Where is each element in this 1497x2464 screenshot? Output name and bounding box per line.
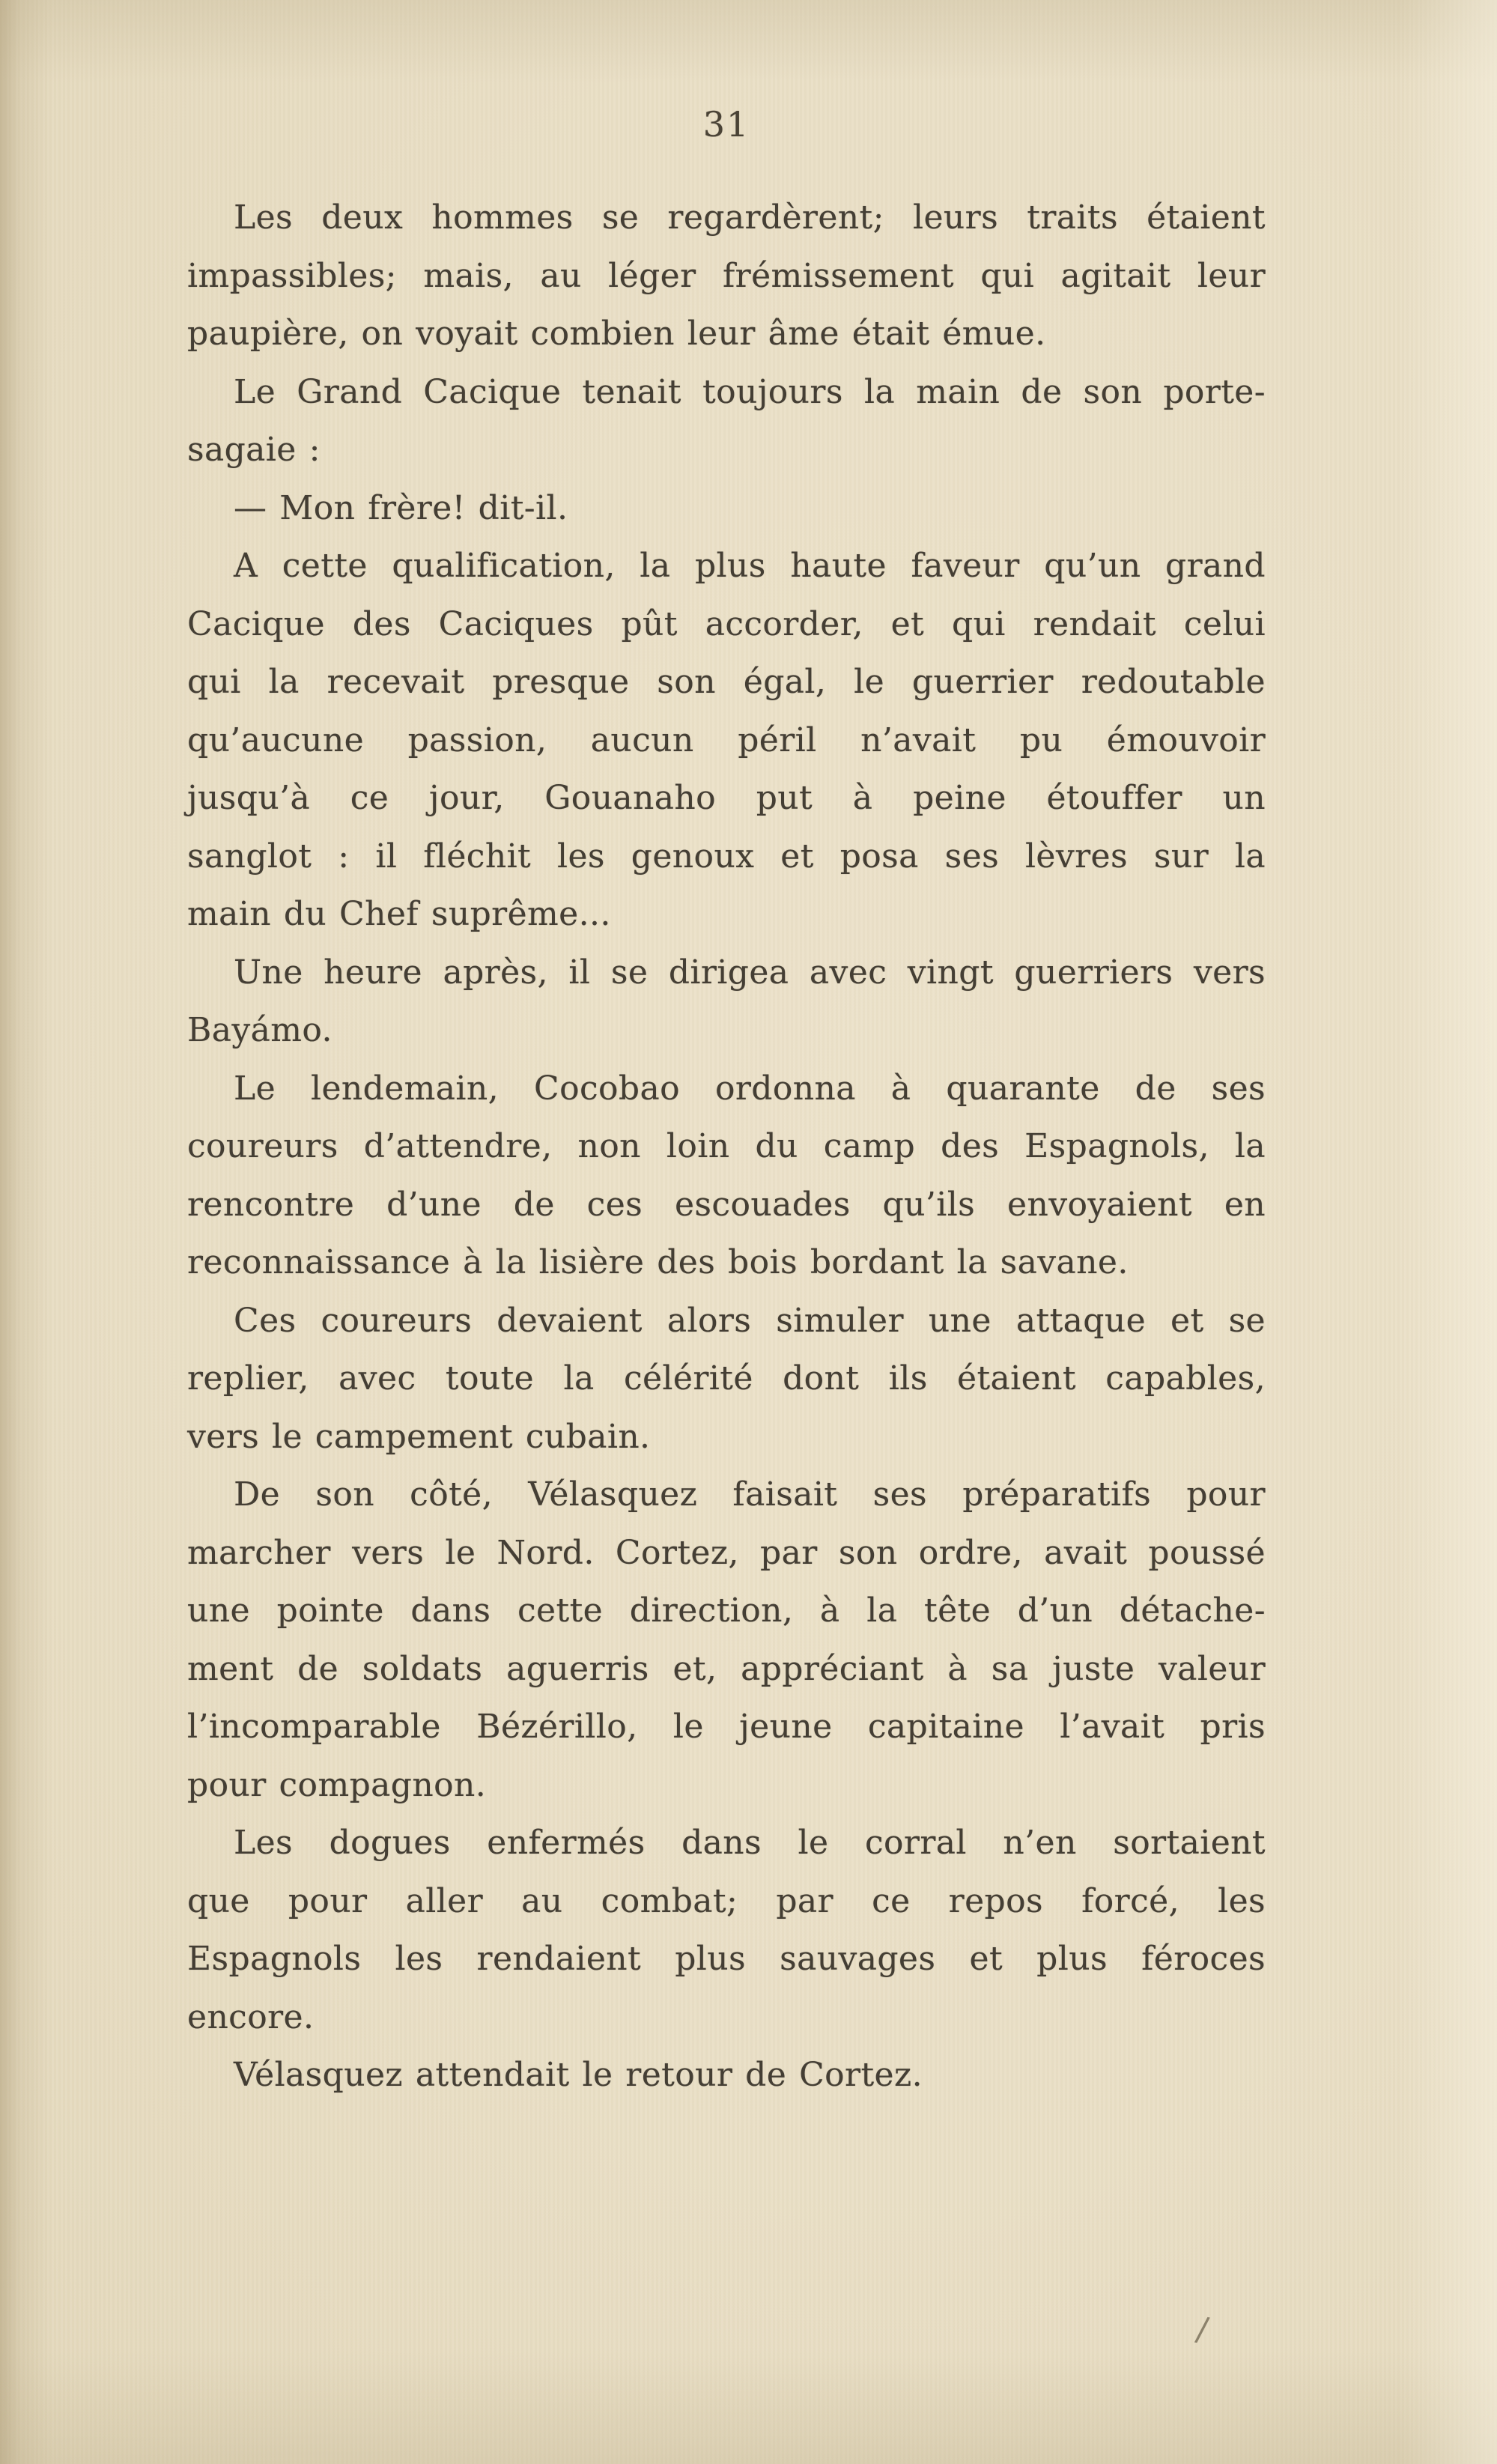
stray-ink-mark: / (1193, 2310, 1212, 2349)
text-line: replier, avec toute la célérité dont ils étaient capables, (187, 1359, 1266, 1398)
text-block (187, 189, 1266, 2105)
text-line: jusqu’à ce jour, Gouanaho put à peine étouffer un (187, 779, 1266, 817)
text-line: Les deux hommes se regardèrent; leurs traits étaient (234, 198, 1266, 237)
text-line: Le Grand Cacique tenait toujours la main de son porte- (234, 372, 1266, 411)
text-line: rencontre d’une de ces escouades qu’ils envoyaient en (187, 1185, 1266, 1224)
text-line: sagaie : (187, 431, 321, 469)
text-line: marcher vers le Nord. Cortez, par son ordre, avait poussé (187, 1533, 1266, 1572)
text-line: ment de soldats aguerris et, appréciant à sa juste valeur (187, 1649, 1266, 1688)
text-line: que pour aller au combat; par ce repos forcé, les (187, 1881, 1266, 1920)
text-line: Les dogues enfermés dans le corral n’en sortaient (234, 1824, 1266, 1862)
text-line: pour compagnon. (187, 1765, 487, 1804)
paragraph (187, 189, 1266, 363)
text-line: une pointe dans cette direction, à la tête d’un détache- (187, 1591, 1266, 1630)
text-line: vers le campement cubain. (187, 1417, 651, 1456)
text-line: Vélasquez attendait le retour de Cortez. (234, 2056, 923, 2094)
paragraph (187, 363, 1266, 479)
paragraph (187, 1060, 1266, 1292)
text-line: l’incomparable Bézérillo, le jeune capitaine l’avait pris (187, 1708, 1266, 1746)
text-line: Cacique des Caciques pût accorder, et qui rendait celui (187, 604, 1266, 643)
text-line: coureurs d’attendre, non loin du camp des Espagnols, la (187, 1127, 1266, 1165)
text-line: sanglot : il fléchit les genoux et posa ses lèvres sur la (187, 837, 1266, 876)
text-line: qu’aucune passion, aucun péril n’avait pu émouvoir (187, 720, 1266, 759)
text-line: A cette qualification, la plus haute faveur qu’un grand (234, 547, 1266, 585)
text-line: — Mon frère! dit-il. (234, 488, 568, 527)
paragraph (187, 479, 1266, 538)
paragraph (187, 537, 1266, 944)
paragraph (187, 2046, 1266, 2105)
text-line: Bayámo. (187, 1011, 333, 1049)
text-line: reconnaissance à la lisière des bois bordant la savane. (187, 1243, 1129, 1281)
text-line: Une heure après, il se dirigea avec vingt guerriers vers (234, 953, 1266, 992)
text-line: encore. (187, 1997, 315, 2036)
text-line: De son côté, Vélasquez faisait ses préparatifs pour (234, 1475, 1266, 1514)
text-line: main du Chef suprême... (187, 895, 611, 933)
paragraph (187, 944, 1266, 1060)
paragraph (187, 1466, 1266, 1814)
text-line: paupière, on voyait combien leur âme était émue. (187, 315, 1046, 353)
text-line: Le lendemain, Cocobao ordonna à quarante de ses (234, 1069, 1266, 1108)
page-number: 31 (702, 104, 750, 145)
text-line: qui la recevait presque son égal, le guerrier redoutable (187, 663, 1266, 701)
paragraph (187, 1292, 1266, 1466)
text-line: impassibles; mais, au léger frémissement qui agitait leur (187, 256, 1266, 295)
text-line: Ces coureurs devaient alors simuler une attaque et se (234, 1301, 1266, 1340)
text-line: Espagnols les rendaient plus sauvages et plus féroces (187, 1940, 1266, 1978)
paragraph (187, 1814, 1266, 2046)
